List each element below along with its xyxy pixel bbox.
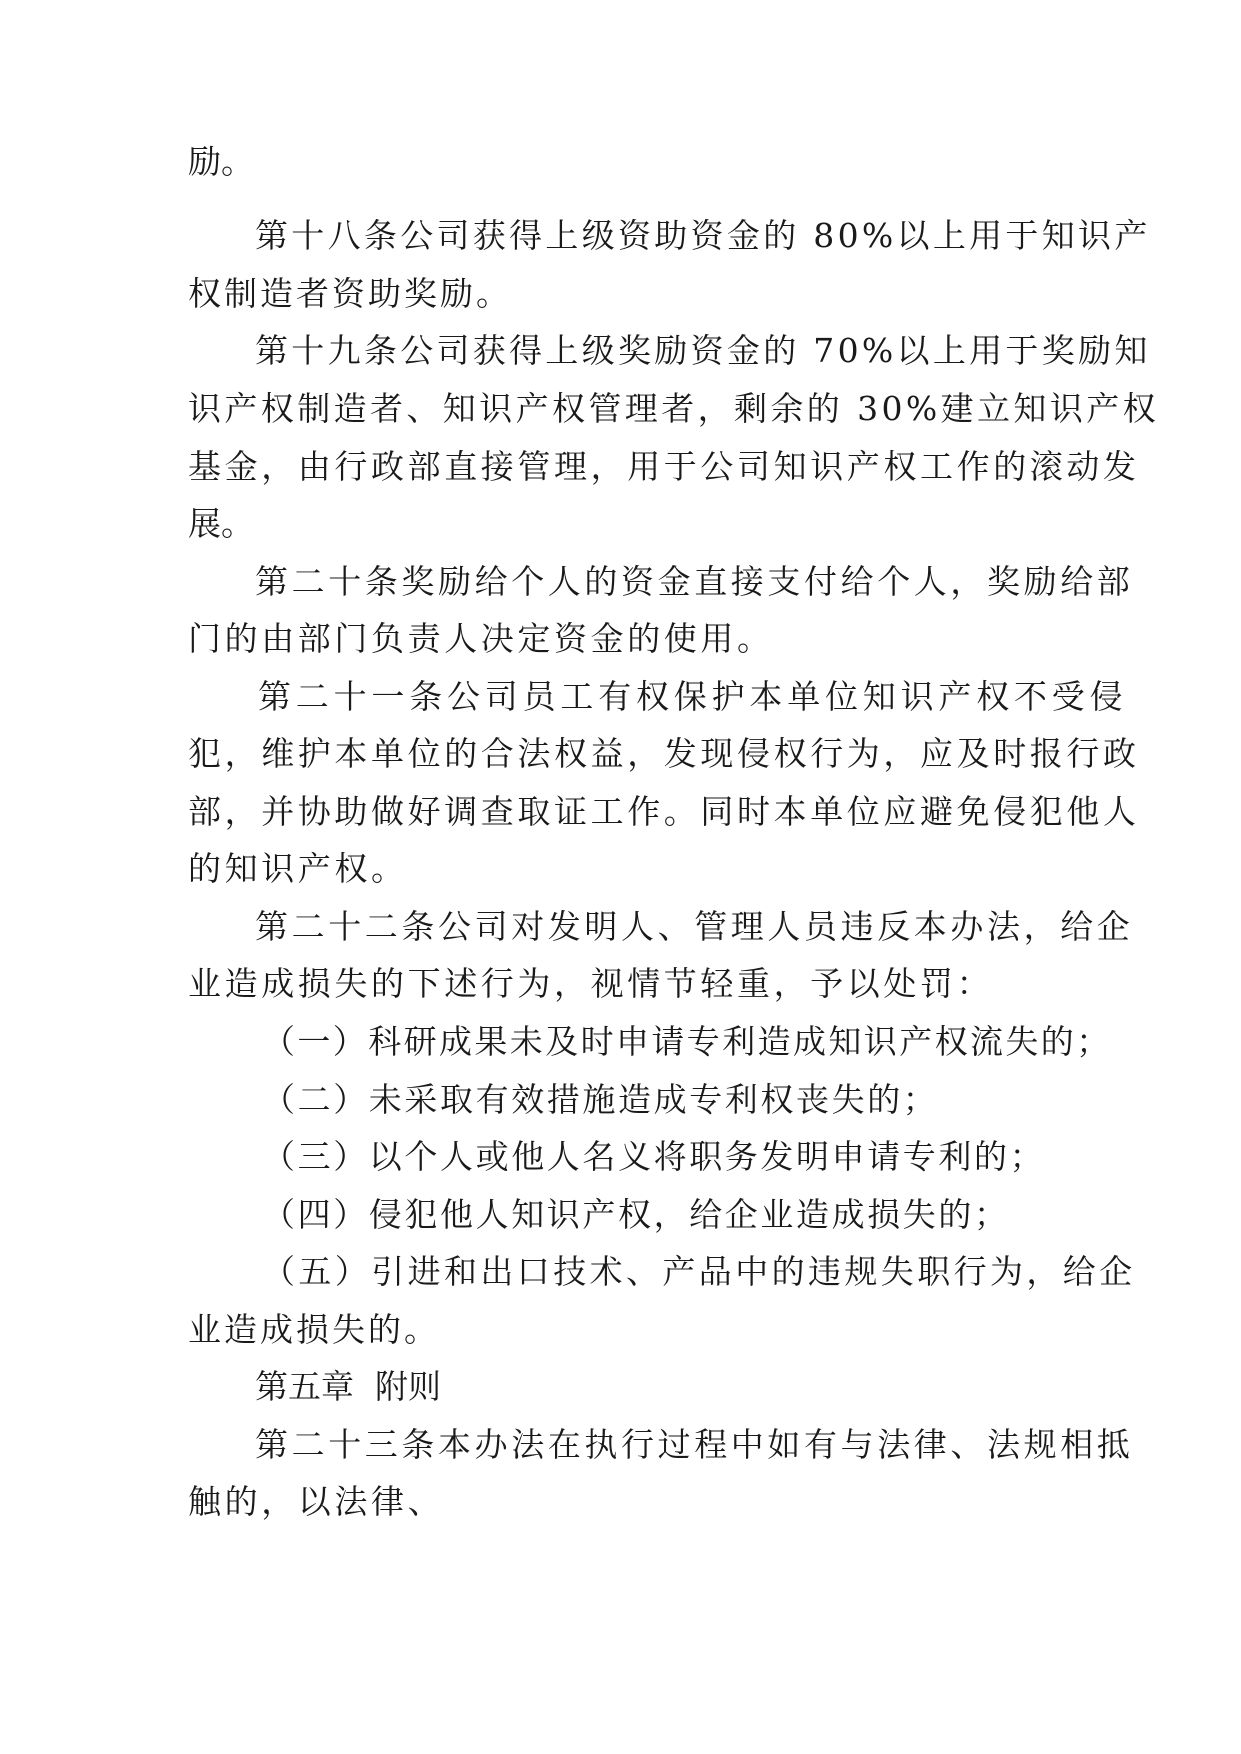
article-23-heading-line: 第二十三条本办法在执行过程中如有与法律、法规相抵 (255, 1425, 1134, 1464)
article-22-heading-line: 第二十二条公司对发明人、管理人员违反本办法，给企 (255, 907, 1134, 946)
text-line: 励。 (188, 142, 254, 181)
list-item-line: （一）科研成果未及时申请专利造成知识产权流失的； (262, 1022, 1112, 1061)
text-line: 业造成损失的。 (188, 1310, 440, 1349)
list-item-line: （四）侵犯他人知识产权，给企业造成损失的； (262, 1195, 1010, 1234)
article-19-heading-line: 第十九条公司获得上级奖励资金的 70%以上用于奖励知 (255, 331, 1151, 370)
text-line: 业造成损失的下述行为，视情节轻重，予以处罚： (188, 964, 994, 1003)
text-line: 识产权制造者、知识产权管理者，剩余的 30%建立知识产权 (188, 389, 1160, 428)
article-20-heading-line: 第二十条奖励给个人的资金直接支付给个人，奖励给部 (255, 562, 1134, 601)
article-21-heading-line: 第二十一条公司员工有权保护本单位知识产权不受侵 (258, 677, 1128, 716)
text-line: 基金，由行政部直接管理，用于公司知识产权工作的滚动发 (188, 447, 1140, 486)
text-line: 门的由部门负责人决定资金的使用。 (188, 619, 774, 658)
text-line: 犯，维护本单位的合法权益，发现侵权行为，应及时报行政 (188, 734, 1140, 773)
text-line: 展。 (188, 504, 254, 543)
text-line: 部，并协助做好调查取证工作。同时本单位应避免侵犯他人 (188, 792, 1140, 831)
list-item-line: （三）以个人或他人名义将职务发明申请专利的； (262, 1137, 1046, 1176)
text-line: 触的，以法律、 (188, 1482, 445, 1521)
article-18-heading-line: 第十八条公司获得上级资助资金的 80%以上用于知识产 (255, 216, 1151, 255)
list-item-line: （二）未采取有效措施造成专利权丧失的； (262, 1080, 939, 1119)
text-line: 的知识产权。 (188, 849, 408, 888)
list-item-line: （五）引进和出口技术、产品中的违规失职行为，给企 (262, 1252, 1136, 1291)
text-line: 权制造者资助奖励。 (188, 274, 512, 313)
chapter-heading-line: 第五章 附则 (255, 1367, 441, 1406)
